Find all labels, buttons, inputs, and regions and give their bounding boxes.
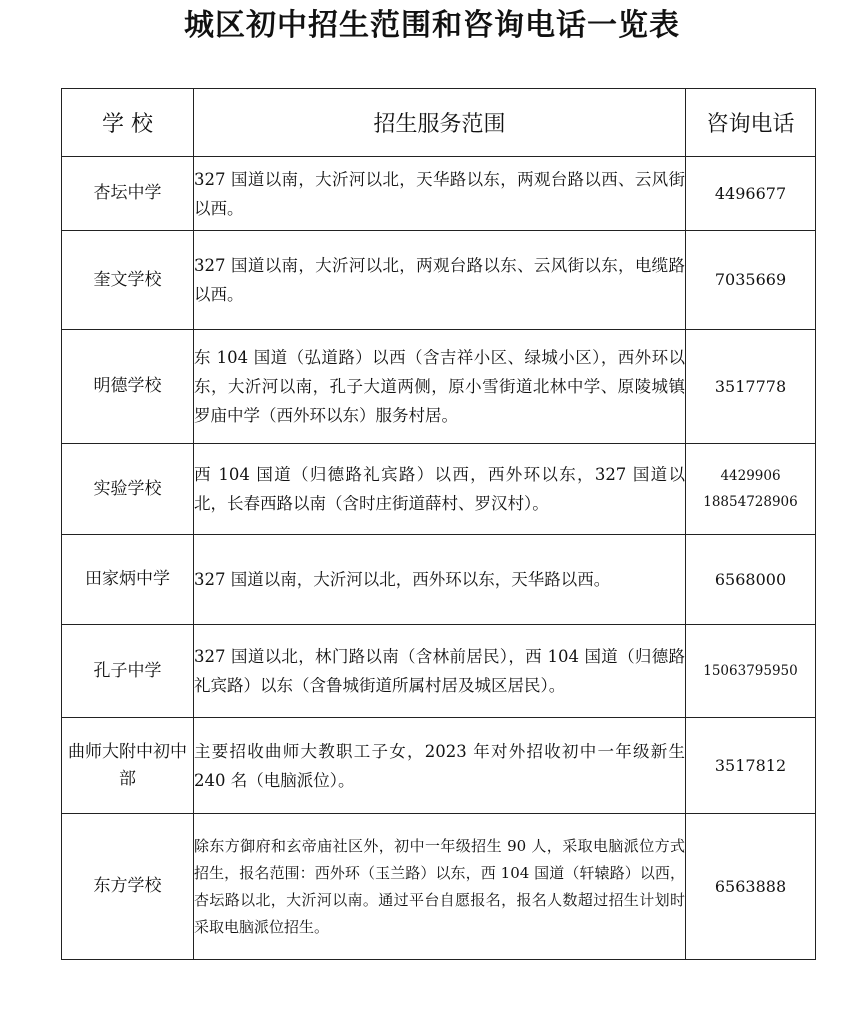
school-name: 孔子中学 <box>62 625 194 718</box>
table-row <box>62 330 816 444</box>
phone-cell <box>686 718 816 814</box>
enrollment-scope: 除东方御府和玄帝庙社区外，初中一年级招生 90 人，采取电脑派位方式招生，报名范围：西外环（玉兰路）以东，西 104 国道（轩辕路）以西，杏坛路以北，大沂河以南。通过平台自愿报名，报名人数超过招生计划时采取电脑派位招生。 <box>194 814 686 960</box>
table-row <box>62 231 816 330</box>
header-school: 学 校 <box>62 89 194 157</box>
page-title: 城区初中招生范围和咨询电话一览表 <box>184 8 680 43</box>
table-header-row <box>62 89 816 157</box>
enrollment-scope: 西 104 国道（归德路礼宾路）以西，西外环以东，327 国道以北，长春西路以南（含时庄街道薛村、罗汉村）。 <box>194 444 686 535</box>
phone-number: 15063795950 <box>703 663 798 679</box>
school-name: 杏坛中学 <box>62 157 194 231</box>
enrollment-scope: 327 国道以北，林门路以南（含林前居民），西 104 国道（归德路礼宾路）以东（含鲁城街道所属村居及城区居民）。 <box>194 625 686 718</box>
phone-number: 4496677 <box>714 183 787 203</box>
enrollment-scope: 327 国道以南，大沂河以北，西外环以东，天华路以西。 <box>194 535 686 625</box>
phone-cell <box>686 444 816 535</box>
phone-number: 3517812 <box>714 755 787 775</box>
enrollment-scope: 327 国道以南，大沂河以北，两观台路以东、云风街以东，电缆路以西。 <box>194 231 686 330</box>
school-name: 东方学校 <box>62 814 194 960</box>
phone-cell <box>686 330 816 444</box>
phone-cell <box>686 814 816 960</box>
header-scope: 招生服务范围 <box>194 89 686 157</box>
school-name: 曲师大附中初中部 <box>62 718 194 814</box>
enrollment-scope: 主要招收曲师大教职工子女，2023 年对外招收初中一年级新生 240 名（电脑派位）。 <box>194 718 686 814</box>
phone-cell <box>686 157 816 231</box>
table-row <box>62 535 816 625</box>
phone-number: 4429906 <box>720 468 781 484</box>
school-name: 田家炳中学 <box>62 535 194 625</box>
header-phone: 咨询电话 <box>686 89 816 157</box>
school-name: 奎文学校 <box>62 231 194 330</box>
table-row <box>62 718 816 814</box>
phone-number: 6568000 <box>714 569 787 589</box>
table-row <box>62 444 816 535</box>
table-row <box>62 814 816 960</box>
enrollment-table <box>61 88 816 960</box>
phone-cell <box>686 535 816 625</box>
table-row <box>62 157 816 231</box>
phone-number: 6563888 <box>714 876 787 896</box>
phone-cell <box>686 231 816 330</box>
table-row <box>62 625 816 718</box>
phone-number: 3517778 <box>714 376 787 396</box>
enrollment-scope: 327 国道以南，大沂河以北，天华路以东，两观台路以西、云风街以西。 <box>194 157 686 231</box>
school-name: 实验学校 <box>62 444 194 535</box>
phone-cell <box>686 625 816 718</box>
school-name: 明德学校 <box>62 330 194 444</box>
phone-number: 7035669 <box>714 270 787 289</box>
phone-number: 18854728906 <box>703 494 798 510</box>
enrollment-scope: 东 104 国道（弘道路）以西（含吉祥小区、绿城小区），西外环以东，大沂河以南，孔子大道两侧，原小雪街道北林中学、原陵城镇罗庙中学（西外环以东）服务村居。 <box>194 330 686 444</box>
